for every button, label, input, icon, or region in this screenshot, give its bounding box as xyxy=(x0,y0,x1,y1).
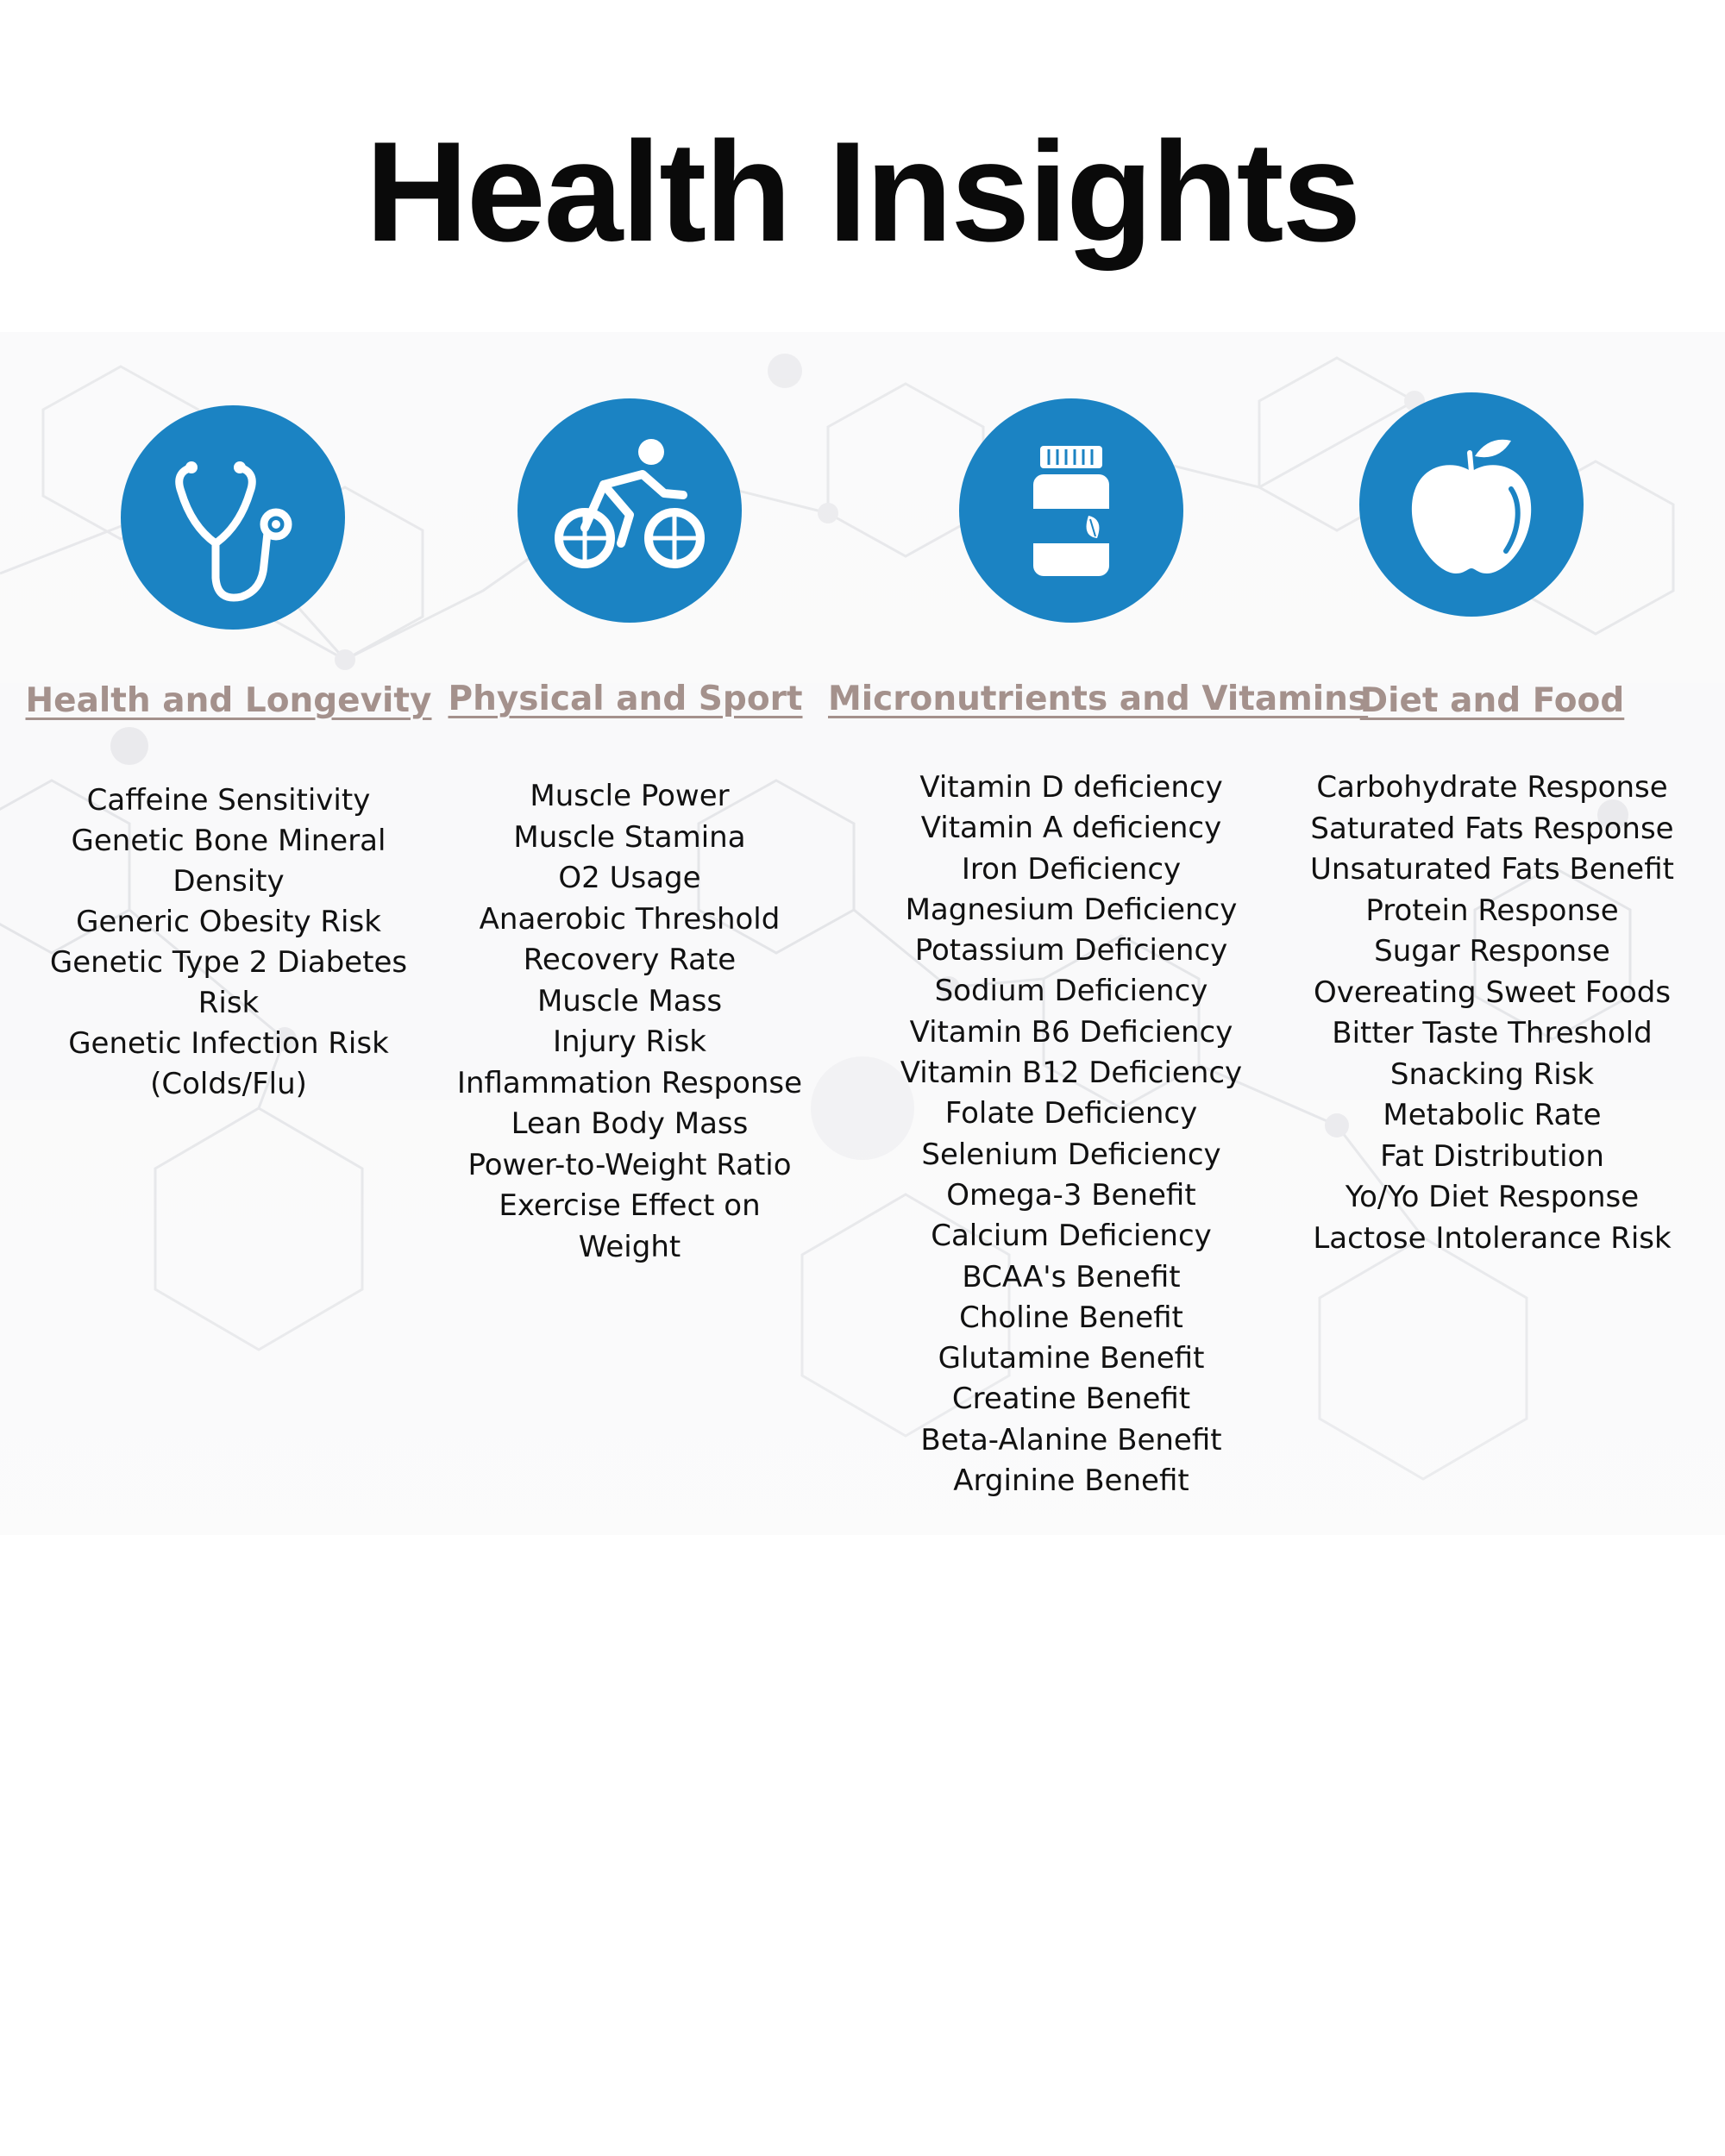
diet-food-list xyxy=(1302,768,1682,1259)
health-longevity-icon-circle xyxy=(121,405,345,630)
list-item: Unsaturated Fats Benefit xyxy=(1310,852,1674,887)
list-item: Exercise Effect on xyxy=(499,1188,761,1223)
apple-icon xyxy=(1359,392,1584,617)
category-heading-health-longevity[interactable]: Health and Longevity xyxy=(25,681,432,720)
list-item: Magnesium Deficiency xyxy=(905,892,1238,927)
list-item: Lactose Intolerance Risk xyxy=(1313,1220,1672,1256)
list-item: Bitter Taste Threshold xyxy=(1332,1016,1653,1050)
list-item: Vitamin D deficiency xyxy=(919,770,1223,805)
list-item: Muscle Mass xyxy=(536,983,723,1018)
list-item: Selenium Deficiency xyxy=(921,1137,1221,1172)
physical-sport-list xyxy=(440,776,819,1268)
list-item: Generic Obesity Risk xyxy=(76,905,381,939)
list-item: Inflammation Response xyxy=(456,1065,803,1100)
list-item: Sugar Response xyxy=(1374,934,1610,968)
list-item: Genetic Type 2 Diabetes xyxy=(49,945,408,980)
list-item: Vitamin B12 Deficiency xyxy=(900,1056,1243,1091)
category-heading-diet-food[interactable]: Diet and Food xyxy=(1359,681,1625,720)
list-item: Yo/Yo Diet Response xyxy=(1345,1180,1640,1214)
list-item: Caffeine Sensitivity xyxy=(86,783,371,818)
category-heading-physical-sport[interactable]: Physical and Sport xyxy=(448,680,803,718)
list-item: Omega-3 Benefit xyxy=(946,1177,1196,1213)
health-longevity-list xyxy=(17,780,440,1105)
stethoscope-icon xyxy=(121,405,345,630)
list-item: Choline Benefit xyxy=(959,1300,1183,1335)
micronutrients-icon-circle xyxy=(959,398,1183,623)
micronutrients-list xyxy=(873,768,1270,1501)
list-item: Injury Risk xyxy=(553,1025,706,1059)
list-item: BCAA's Benefit xyxy=(962,1259,1181,1294)
page-title: Health Insights xyxy=(365,112,1360,271)
list-item: Genetic Infection Risk xyxy=(68,1026,389,1061)
list-item: Glutamine Benefit xyxy=(938,1341,1205,1376)
list-item: Anaerobic Threshold xyxy=(479,901,781,937)
list-item: Creatine Benefit xyxy=(951,1382,1191,1417)
list-item: Fat Distribution xyxy=(1380,1138,1604,1174)
list-item: Sodium Deficiency xyxy=(934,974,1208,1009)
cyclist-icon xyxy=(518,398,742,623)
list-item: Lean Body Mass xyxy=(511,1106,749,1141)
physical-sport-icon-circle xyxy=(518,398,742,623)
list-item: Muscle Power xyxy=(530,779,730,813)
list-item: Recovery Rate xyxy=(523,943,737,977)
list-item: (Colds/Flu) xyxy=(150,1067,307,1101)
list-item: Risk xyxy=(198,986,260,1020)
list-item: Carbohydrate Response xyxy=(1316,770,1668,805)
list-item: Vitamin B6 Deficiency xyxy=(909,1014,1233,1050)
list-item: Calcium Deficiency xyxy=(931,1219,1212,1254)
list-item: Arginine Benefit xyxy=(953,1463,1189,1499)
list-item: Beta-Alanine Benefit xyxy=(920,1422,1222,1457)
list-item: Vitamin A deficiency xyxy=(920,811,1222,846)
list-item: Genetic Bone Mineral xyxy=(71,824,386,858)
list-item: Metabolic Rate xyxy=(1383,1098,1602,1132)
list-item: Potassium Deficiency xyxy=(914,933,1228,968)
list-item: Power-to-Weight Ratio xyxy=(467,1147,792,1182)
list-item: Protein Response xyxy=(1365,893,1619,928)
list-item: Weight xyxy=(578,1229,681,1264)
list-item: Overeating Sweet Foods xyxy=(1313,975,1672,1010)
list-item: Iron Deficiency xyxy=(961,851,1182,887)
category-heading-micronutrients[interactable]: Micronutrients and Vitamins xyxy=(828,680,1369,718)
list-item: Folate Deficiency xyxy=(944,1096,1198,1131)
list-item: O2 Usage xyxy=(558,861,701,895)
list-item: Saturated Fats Response xyxy=(1310,811,1674,846)
list-item: Muscle Stamina xyxy=(513,819,746,855)
list-item: Snacking Risk xyxy=(1389,1056,1595,1092)
list-item: Density xyxy=(172,864,285,899)
diet-food-icon-circle xyxy=(1359,392,1584,617)
supplement-bottle-icon xyxy=(959,398,1183,623)
